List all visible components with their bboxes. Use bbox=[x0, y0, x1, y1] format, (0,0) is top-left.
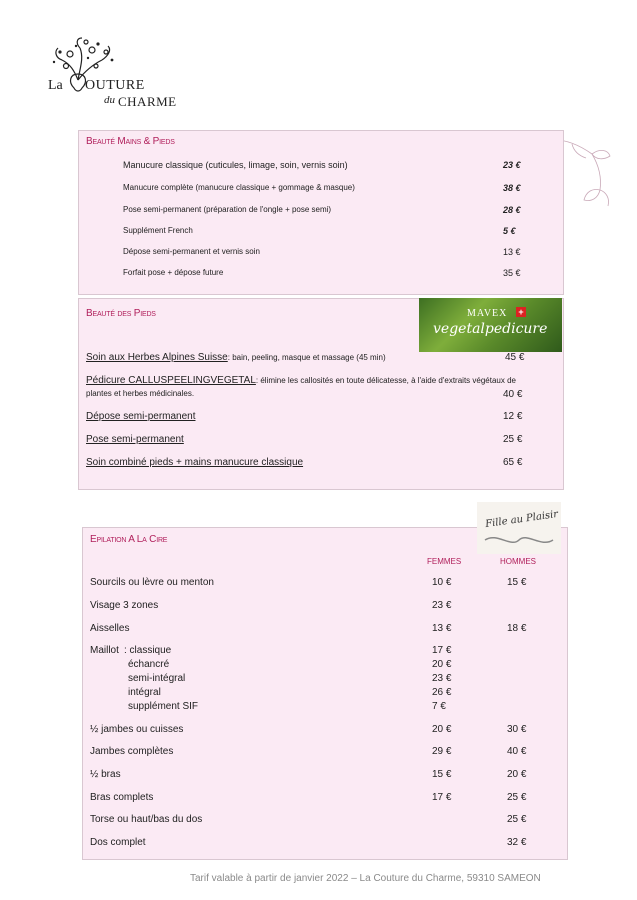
maillot-option: : classique bbox=[124, 645, 172, 656]
maillot-option: supplément SIF bbox=[128, 701, 199, 712]
price-hommes: 18 € bbox=[507, 623, 527, 634]
epilation-label: Torse ou haut/bas du dos bbox=[90, 814, 203, 825]
maillot-option: intégral bbox=[128, 687, 161, 698]
service-desc: : bain, peeling, masque et massage (45 min) bbox=[227, 353, 386, 362]
price-femmes: 7 € bbox=[432, 701, 446, 712]
section-title-epilation: Epilation A La Cire bbox=[90, 534, 168, 545]
brand-du: du bbox=[104, 94, 115, 106]
service-label: Forfait pose + dépose future bbox=[123, 268, 224, 277]
service-desc: : élimine les callosités en toute délicatesse, à l'aide d'extraits végétaux de bbox=[255, 376, 516, 385]
service-name: Pose semi-permanent bbox=[86, 434, 184, 445]
epilation-label: Jambes complètes bbox=[90, 746, 174, 757]
service-name: Soin combiné pieds + mains manucure classique bbox=[86, 457, 304, 468]
price-femmes: 23 € bbox=[432, 600, 452, 611]
price-femmes: 20 € bbox=[432, 724, 452, 735]
service-price: 28 € bbox=[503, 205, 521, 215]
ornament-icon bbox=[483, 532, 555, 548]
service-label: Manucure complète (manucure classique + gommage & masque) bbox=[123, 183, 355, 192]
brand-name: OUTURE bbox=[85, 78, 145, 93]
price-femmes: 20 € bbox=[432, 659, 452, 670]
service-label: Supplément French bbox=[123, 226, 193, 235]
footer-note: Tarif valable à partir de janvier 2022 – La Couture du Charme, 59310 SAMEON bbox=[190, 873, 541, 884]
brand-charme: CHARME bbox=[118, 94, 177, 109]
fille-logo-text: Fille au Plaisir bbox=[484, 508, 559, 531]
epilation-label: ½ jambes ou cuisses bbox=[90, 724, 184, 735]
brand-la: La bbox=[48, 78, 63, 93]
epilation-label: Sourcils ou lèvre ou menton bbox=[90, 577, 214, 588]
service-price: 25 € bbox=[503, 434, 523, 445]
price-hommes: 32 € bbox=[507, 837, 527, 848]
service-price: 5 € bbox=[503, 226, 516, 236]
price-hommes: 15 € bbox=[507, 577, 527, 588]
service-name: Pédicure CALLUSPEELINGVEGETAL bbox=[86, 375, 256, 386]
maillot-option: échancré bbox=[128, 659, 170, 670]
price-hommes: 25 € bbox=[507, 792, 527, 803]
service-price: 40 € bbox=[503, 389, 523, 400]
service-name: Dépose semi-permanent bbox=[86, 411, 196, 422]
service-price: 12 € bbox=[503, 411, 523, 422]
service-label: Pose semi-permanent (préparation de l'ongle + pose semi) bbox=[123, 205, 332, 214]
section-title-pieds: Beauté des Pieds bbox=[86, 308, 156, 319]
service-name: Soin aux Herbes Alpines Suisse bbox=[86, 352, 228, 363]
service-price: 45 € bbox=[505, 352, 525, 363]
service-price: 13 € bbox=[503, 247, 521, 257]
service-label: Manucure classique (cuticules, limage, soin, vernis soin) bbox=[123, 160, 348, 170]
service-desc-cont: plantes et herbes médicinales. bbox=[86, 389, 195, 398]
mavex-logo bbox=[419, 298, 562, 352]
column-header-femmes: FEMMES bbox=[427, 557, 462, 566]
service-price: 65 € bbox=[503, 457, 523, 468]
price-femmes: 23 € bbox=[432, 673, 452, 684]
mavex-brand: MAVEX bbox=[467, 308, 508, 319]
section-title-mains-pieds: Beauté Mains & Pieds bbox=[86, 136, 175, 147]
price-hommes: 30 € bbox=[507, 724, 527, 735]
price-hommes: 20 € bbox=[507, 769, 527, 780]
maillot-label: Maillot bbox=[90, 645, 119, 656]
epilation-label: Bras complets bbox=[90, 792, 154, 803]
price-femmes: 13 € bbox=[432, 623, 452, 634]
column-header-hommes: HOMMES bbox=[500, 557, 536, 566]
service-row bbox=[86, 375, 516, 386]
mavex-tagline: vegetalpedicure bbox=[433, 321, 548, 337]
epilation-label: Visage 3 zones bbox=[90, 600, 159, 611]
price-femmes: 17 € bbox=[432, 645, 452, 656]
service-row bbox=[86, 352, 386, 363]
epilation-label: Aisselles bbox=[90, 623, 130, 634]
price-hommes: 25 € bbox=[507, 814, 527, 825]
swiss-cross-icon: + bbox=[516, 307, 526, 317]
epilation-label: ½ bras bbox=[90, 769, 121, 780]
service-price: 35 € bbox=[503, 268, 521, 278]
maillot-option: semi-intégral bbox=[128, 673, 186, 684]
price-femmes: 26 € bbox=[432, 687, 452, 698]
service-price: 38 € bbox=[503, 183, 521, 193]
service-label: Dépose semi-permanent et vernis soin bbox=[123, 247, 260, 256]
price-femmes: 15 € bbox=[432, 769, 452, 780]
service-price: 23 € bbox=[503, 160, 521, 170]
fille-au-plaisir-logo bbox=[477, 502, 561, 554]
price-femmes: 10 € bbox=[432, 577, 452, 588]
price-femmes: 17 € bbox=[432, 792, 452, 803]
price-hommes: 40 € bbox=[507, 746, 527, 757]
price-femmes: 29 € bbox=[432, 746, 452, 757]
epilation-label: Dos complet bbox=[90, 837, 146, 848]
